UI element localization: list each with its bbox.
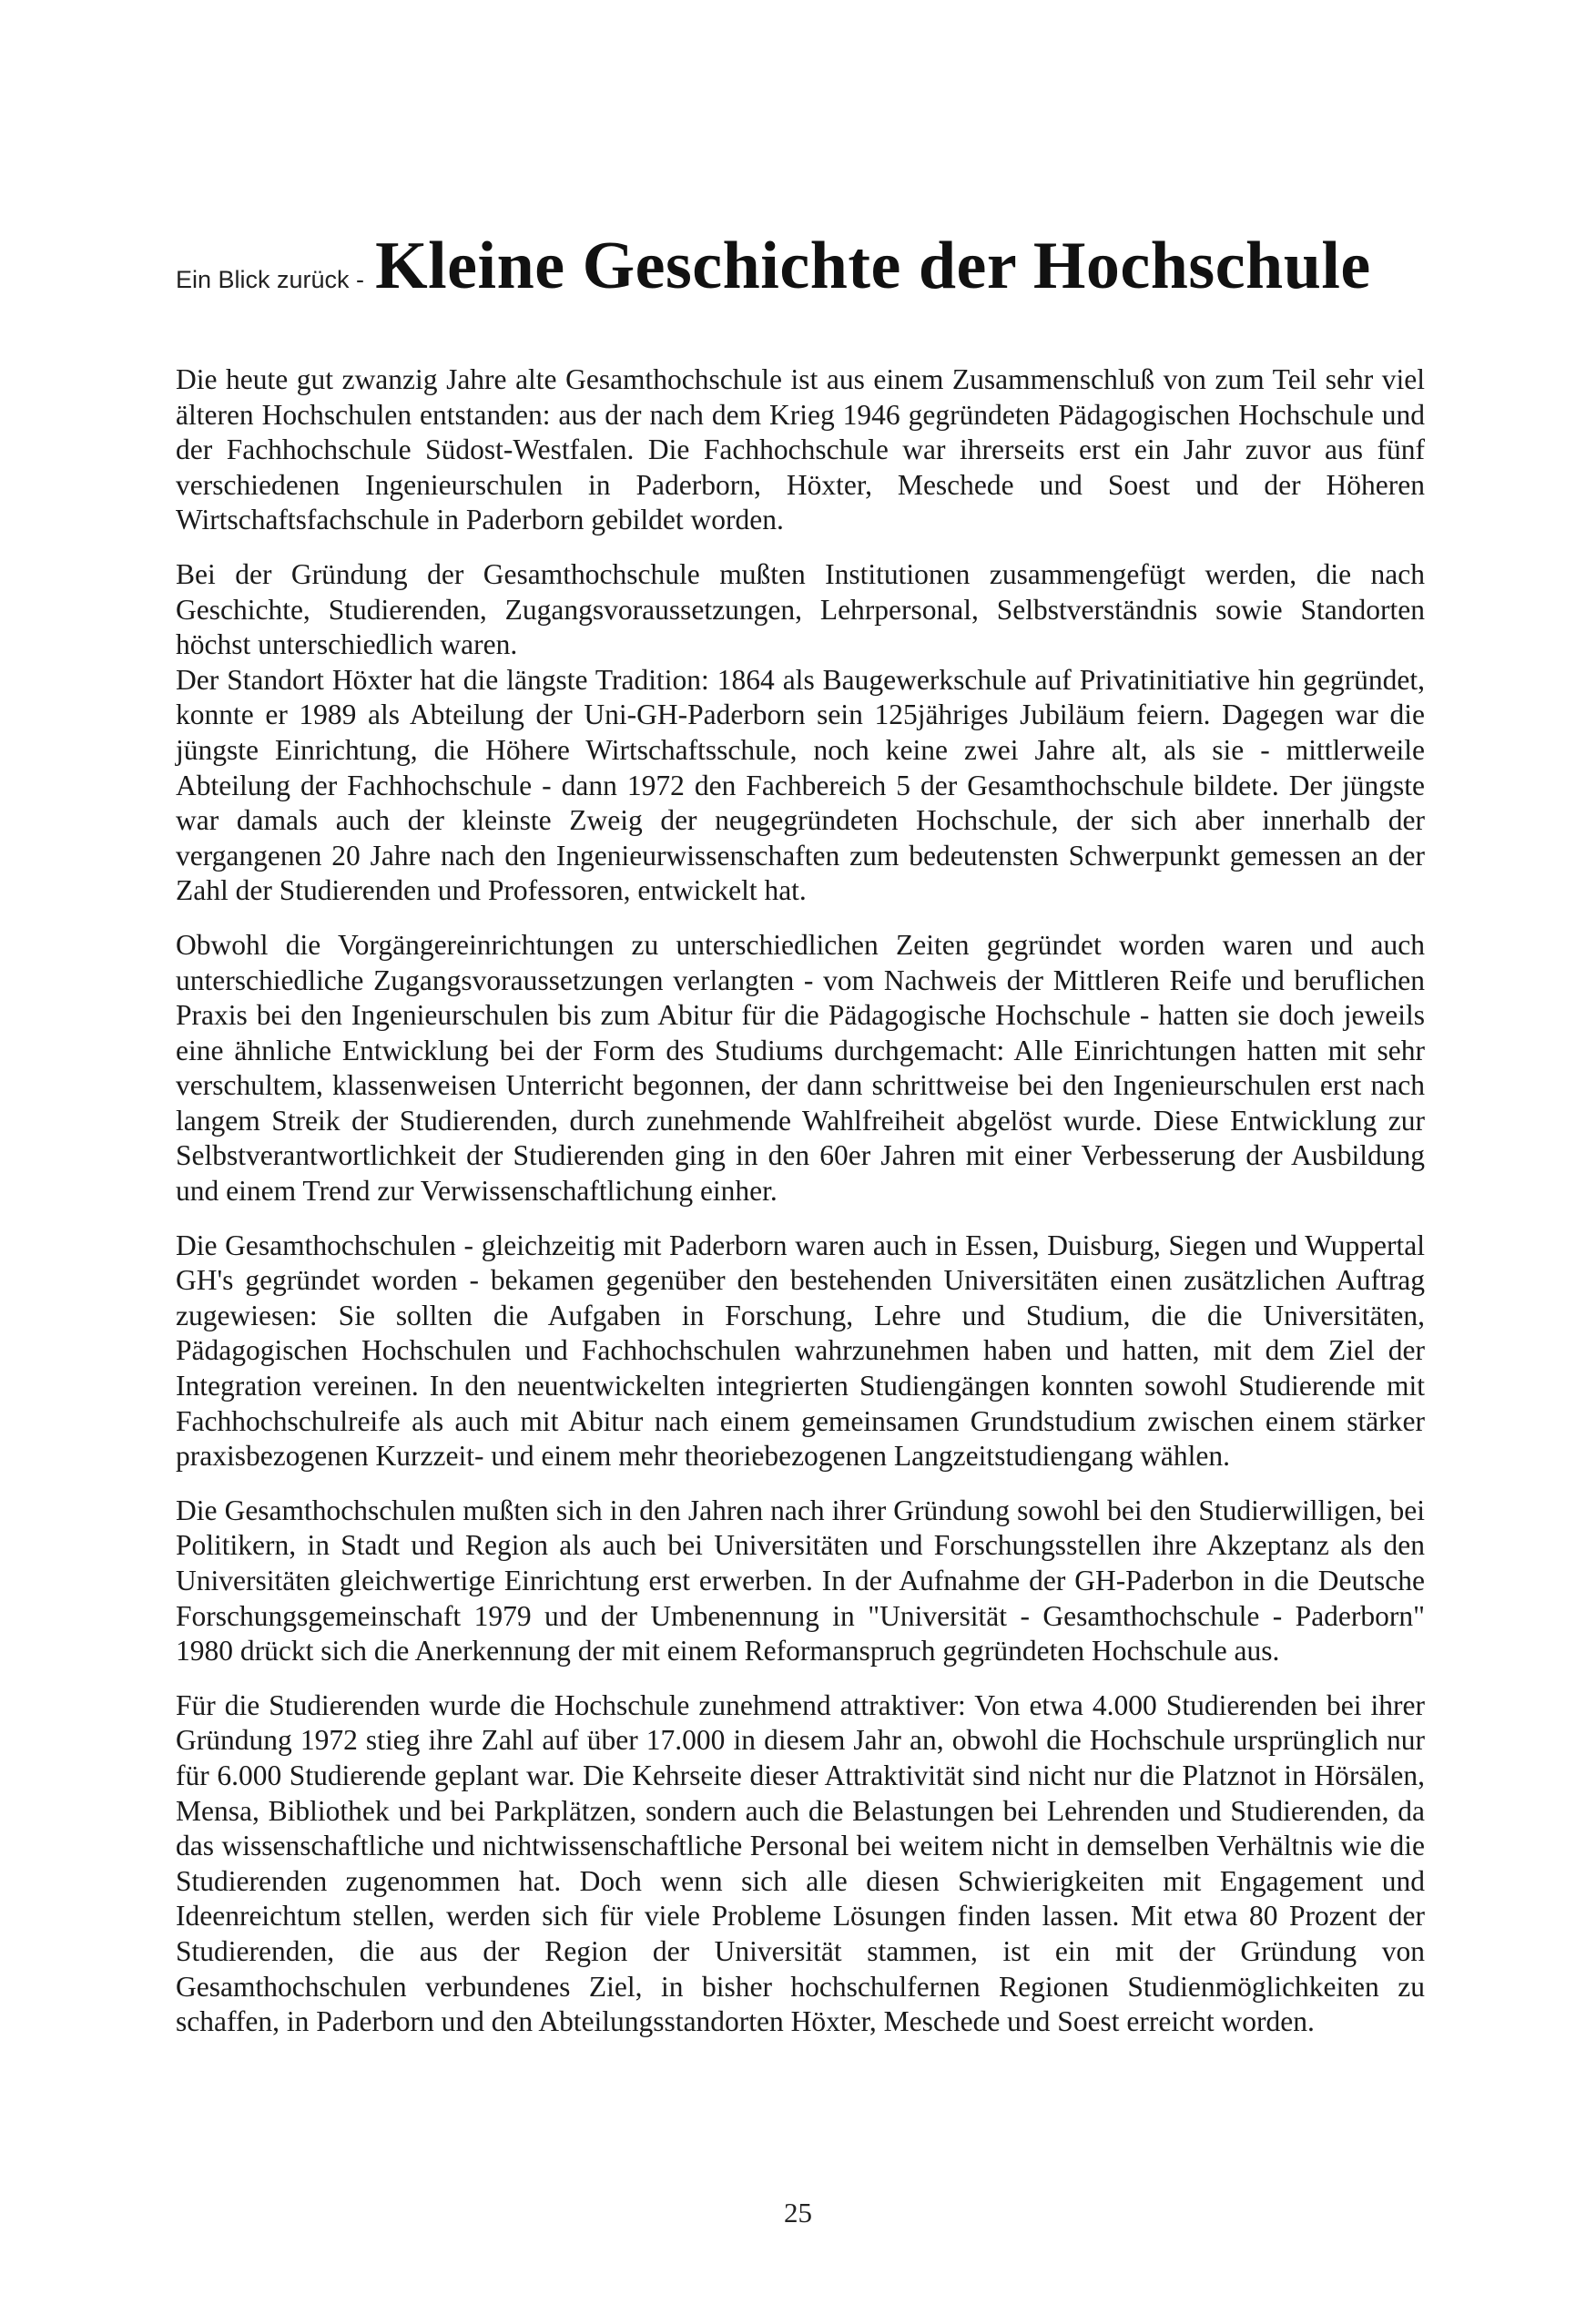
header-kicker: Ein Blick zurück - — [176, 266, 365, 293]
paragraph: Die Gesamthochschulen mußten sich in den Jahren nach ihrer Gründung sowohl bei den Studierwilligen, bei Politikern, in Stadt und Region als auch bei Universitäten und Forschungsstellen ihre Akzeptanz als den Universitäten gleichwertige Einrichtung erst erwerben. In der Aufnahme der GH-Paderbon in die Deutsche Forschungsgemeinschaft 1979 und der Umbenennung in "Universität - Gesamthochschule - Paderborn" 1980 drückt sich die Anerkennung der mit einem Reformanspruch gegründeten Hochschule aus. — [176, 1494, 1425, 1668]
page-number: 25 — [784, 2197, 812, 2229]
paragraph: Der Standort Höxter hat die längste Tradition: 1864 als Baugewerkschule auf Privatinitiative hin gegründet, konnte er 1989 als Abteilung der Uni-GH-Paderborn sein 125jähriges Jubiläum feiern. Dagegen war die jüngste Einrichtung, die Höhere Wirtschaftsschule, noch keine zwei Jahre alt, als sie - mittlerweile Abteilung der Fachhochschule - dann 1972 den Fachbereich 5 der Gesamthochschule bildete. Der jüngste war damals auch der kleinste Zweig der neugegründeten Hochschule, der sich aber innerhalb der vergangenen 20 Jahre nach den Ingenieurwissenschaften zum bedeutensten Schwerpunkt gemessen an der Zahl der Studierenden und Professoren, entwickelt hat. — [176, 663, 1425, 907]
paragraph: Bei der Gründung der Gesamthochschule mußten Institutionen zusammengefügt werden, die nach Geschichte, Studierenden, Zugangsvoraussetzungen, Lehrpersonal, Selbstverständnis sowie Standorten höchst unterschiedlich waren. — [176, 557, 1425, 661]
paragraph: Die Gesamthochschulen - gleichzeitig mit Paderborn waren auch in Essen, Duisburg, Siegen und Wuppertal GH's gegründet worden - bekamen gegenüber den bestehenden Universitäten einen zusätzlichen Auftrag zugewiesen: Sie sollten die Aufgaben in Forschung, Lehre und Studium, die die Universitäten, Pädagogischen Hochschulen und Fachhochschulen wahrzunehmen haben und hatten, mit dem Ziel der Integration vereinen. In den neuentwickelten integrierten Studiengängen konnten sowohl Studierende mit Fachhochschulreife als auch mit Abitur nach einem gemeinsamen Grundstudium zwischen einem stärker praxisbezogenen Kurzzeit- und einem mehr theoriebezogenen Langzeitstudiengang wählen. — [176, 1229, 1425, 1473]
paragraph: Die heute gut zwanzig Jahre alte Gesamthochschule ist aus einem Zusammenschluß von zum Teil sehr viel älteren Hochschulen entstanden: aus der nach dem Krieg 1946 gegründeten Pädagogischen Hochschule und der Fachhochschule Südost-Westfalen. Die Fachhochschule war ihrerseits erst ein Jahr zuvor aus fünf verschiedenen Ingenieurschulen in Paderborn, Höxter, Meschede und Soest und der Höheren Wirtschaftsfachschule in Paderborn gebildet worden. — [176, 363, 1425, 536]
paragraph: Für die Studierenden wurde die Hochschule zunehmend attraktiver: Von etwa 4.000 Studierenden bei ihrer Gründung 1972 stieg ihre Zahl auf über 17.000 in diesem Jahr an, obwohl die Hochschule ursprünglich nur für 6.000 Studierende geplant war. Die Kehrseite dieser Attraktivität sind nicht nur die Platznot in Hörsälen, Mensa, Bibliothek und bei Parkplätzen, sondern auch die Belastungen bei Lehrenden und Studierenden, da das wissenschaftliche und nichtwissenschaftliche Personal bei weitem nicht in demselben Verhältnis wie die Studierenden zugenommen hat. Doch wenn sich alle diesen Schwierigkeiten mit Engagement und Ideenreichtum stellen, werden sich für viele Probleme Lösungen finden lassen. Mit etwa 80 Prozent der Studierenden, die aus der Region der Universität stammen, ist ein mit der Gründung von Gesamthochschulen verbundenes Ziel, in bisher hochschulfernen Regionen Studienmöglichkeiten zu schaffen, in Paderborn und den Abteilungsstandorten Höxter, Meschede und Soest erreicht worden. — [176, 1688, 1425, 2038]
page-title: Kleine Geschichte der Hochschule — [375, 229, 1371, 303]
article-body — [176, 362, 1425, 2059]
paragraph: Obwohl die Vorgängereinrichtungen zu unterschiedlichen Zeiten gegründet worden waren und auch unterschiedliche Zugangsvoraussetzungen verlangten - vom Nachweis der Mittleren Reife und beruflichen Praxis bei den Ingenieurschulen bis zum Abitur für die Pädagogische Hochschule - hatten sie doch jeweils eine ähnliche Entwicklung bei der Form des Studiums durchgemacht: Alle Einrichtungen hatten mit sehr verschultem, klassenweisen Unterricht begonnen, der dann schrittweise bei den Ingenieurschulen erst nach langem Streik der Studierenden, durch zunehmende Wahlfreiheit abgelöst wurde. Diese Entwicklung zur Selbstverantwortlichkeit der Studierenden ging in den 60er Jahren mit einer Verbesserung der Ausbildung und einem Trend zur Verwissenschaftlichung einher. — [176, 928, 1425, 1208]
page-header — [176, 228, 1432, 305]
